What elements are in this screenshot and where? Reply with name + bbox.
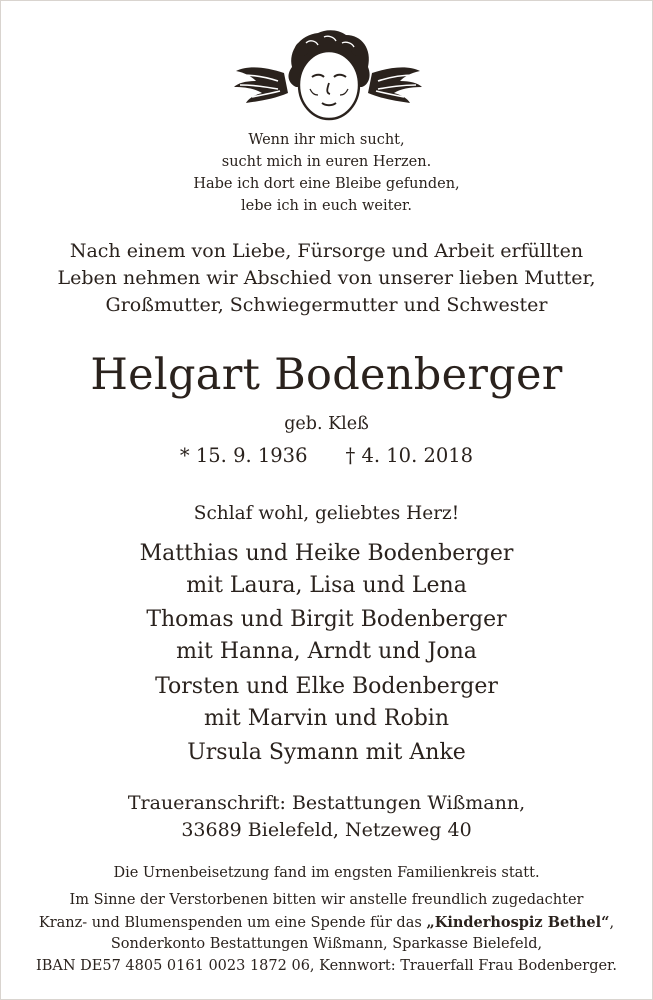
address-line: 33689 Bielefeld, Netzeweg 40 [181,819,472,841]
address-line: Traueranschrift: Bestattungen Wißmann, [127,792,526,814]
poem-line: Habe ich dort eine Bleibe gefunden, [193,176,460,192]
intro-line: Leben nehmen wir Abschied von unserer lieben Mutter, [57,267,596,289]
poem-line: sucht mich in euren Herzen. [221,154,432,170]
deceased-name: Helgart Bodenberger [90,350,563,400]
cherub-with-wings-icon [226,27,430,127]
intro-line: Nach einem von Liebe, Fürsorge und Arbeit erfüllten [69,240,584,262]
donation-line: IBAN DE57 4805 0161 0023 1872 06, Kennwort: Trauerfall Frau Bodenberger. [36,958,617,974]
life-dates [1,444,652,467]
burial-note: Die Urnenbeisetzung fand im engsten Familienkreis statt. [113,865,540,881]
charity-name: „Kinderhospiz Bethel“ [426,914,610,931]
family-line: Torsten und Elke Bodenberger [155,674,498,699]
motto: Schlaf wohl, geliebtes Herz! [193,503,460,524]
family-line: Matthias und Heike Bodenberger [139,541,514,566]
donation-text: , [609,915,615,931]
death-date: † 4. 10. 2018 [345,444,474,467]
family-line: mit Laura, Lisa und Lena [186,573,467,598]
donation-line [1,914,652,931]
family-line: mit Hanna, Arndt und Jona [176,639,477,664]
intro-line: Großmutter, Schwiegermutter und Schwester [105,294,548,316]
poem-line: lebe ich in euch weiter. [241,198,412,214]
poem-line: Wenn ihr mich sucht, [248,132,405,148]
birth-date: * 15. 9. 1936 [179,444,308,467]
donation-text: Kranz- und Blumenspenden um eine Spende für das [38,915,427,931]
donation-line: Im Sinne der Verstorbenen bitten wir anstelle freundlich zugedachter [69,892,584,908]
family-line: Thomas und Birgit Bodenberger [146,607,507,632]
donation-line: Sonderkonto Bestattungen Wißmann, Sparkasse Bielefeld, [110,936,543,952]
birth-name: geb. Kleß [284,414,369,434]
family-line: mit Marvin und Robin [203,706,450,731]
family-line: Ursula Symann mit Anke [187,740,466,765]
